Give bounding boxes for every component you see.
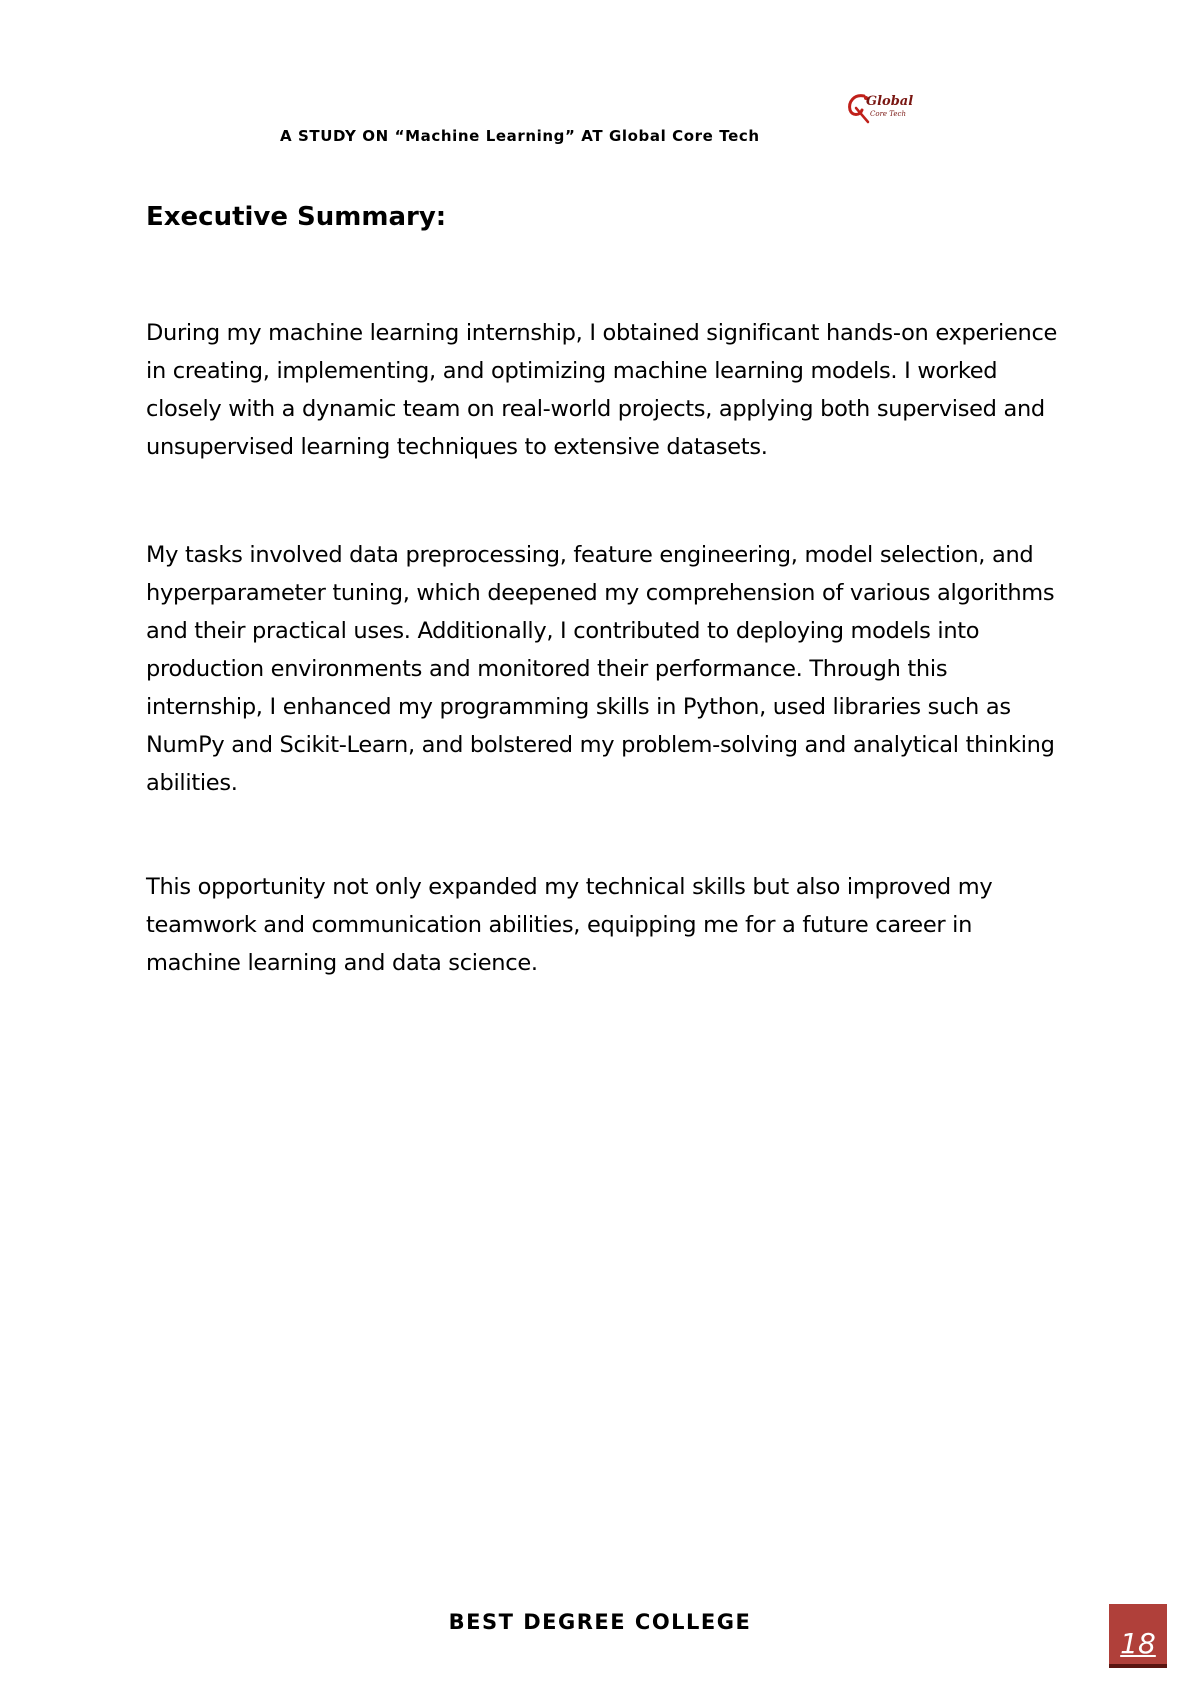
running-header: A STUDY ON “Machine Learning” AT Global Core Tech (280, 127, 760, 145)
page-number-badge (1109, 1604, 1167, 1668)
paragraph-1: During my machine learning internship, I obtained significant hands-on experience in creating, implementing, and optimizing machine learning models. I worked closely with a dynamic team on real-world projects, applying both supervised and unsupervised learning techniques to extensive datasets. (146, 320, 1058, 460)
page-number: 18 (1120, 1627, 1156, 1660)
company-logo (846, 92, 912, 128)
logo-text: Global (866, 94, 914, 109)
logo-subtext: Core Tech (870, 110, 906, 118)
section-title: Executive Summary: (146, 202, 447, 232)
footer-college-name: BEST DEGREE COLLEGE (448, 1610, 752, 1634)
paragraph-3: This opportunity not only expanded my technical skills but also improved my teamwork and communication abilities, equipping me for a future career in machine learning and data science. (146, 874, 993, 976)
paragraph-2: My tasks involved data preprocessing, feature engineering, model selection, and hyperparameter tuning, which deepened my comprehension of various algorithms and their practical uses. Additionally, I contributed to deploying models into production environments and monitored their performance. Through this internship, I enhanced my programming skills in Python, used libraries such as NumPy and Scikit-Learn, and bolstered my problem-solving and analytical thinking abilities. (146, 542, 1055, 796)
